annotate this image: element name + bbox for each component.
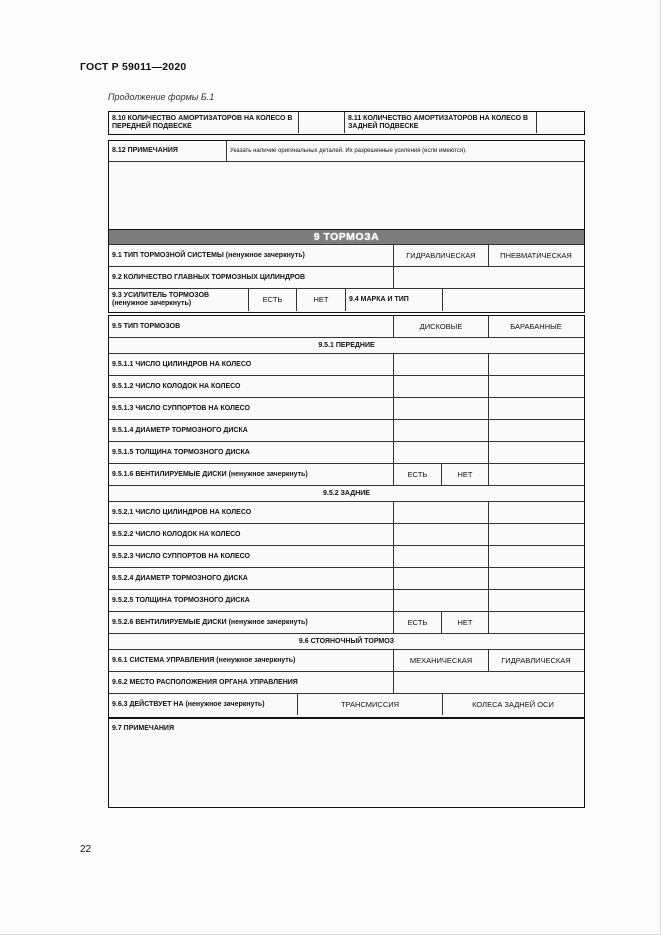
master-cylinders-label: 9.2 КОЛИЧЕСТВО ГЛАВНЫХ ТОРМОЗНЫХ ЦИЛИНДРОВ	[109, 267, 394, 288]
front-shock-absorbers-input[interactable]	[299, 112, 345, 133]
parking-control-label: 9.6.1 СИСТЕМА УПРАВЛЕНИЯ (ненужное зачеркнуть)	[109, 650, 394, 671]
notes-8-12-label: 8.12 ПРИМЕЧАНИЯ	[109, 141, 227, 161]
brake-details-table	[108, 315, 585, 718]
make-and-type-label: 9.4 МАРКА И ТИП	[346, 289, 443, 311]
rear-row-input[interactable]	[489, 590, 583, 611]
rear-row-label: 9.5.2.2 ЧИСЛО КОЛОДОК НА КОЛЕСО	[109, 524, 394, 545]
table-row	[109, 420, 584, 442]
front-row-label: 9.5.1.1 ЧИСЛО ЦИЛИНДРОВ НА КОЛЕСО	[109, 354, 394, 375]
option-hydraulic[interactable]: ГИДРАВЛИЧЕСКАЯ	[394, 245, 489, 266]
brakes-header-table	[108, 229, 585, 313]
master-cylinders-input[interactable]	[394, 267, 583, 288]
front-row-label: 9.5.1.3 ЧИСЛО СУППОРТОВ НА КОЛЕСО	[109, 398, 394, 419]
brake-notes-box[interactable]	[108, 718, 585, 808]
rear-vented-discs-label: 9.5.2.6 ВЕНТИЛИРУЕМЫЕ ДИСКИ (ненужное зачеркнуть)	[109, 612, 394, 633]
front-row-input[interactable]	[489, 420, 583, 441]
table-row	[109, 590, 584, 612]
table-row	[109, 442, 584, 464]
rear-vented-yes[interactable]: ЕСТЬ	[394, 612, 442, 633]
rear-row-input[interactable]	[394, 546, 489, 567]
shock-absorbers-table	[108, 111, 585, 135]
front-row-input[interactable]	[394, 442, 489, 463]
table-row	[109, 376, 584, 398]
notes-8-12-table	[108, 140, 585, 230]
rear-row-input[interactable]	[489, 502, 583, 523]
table-row	[109, 398, 584, 420]
front-row-label: 9.5.1.4 ДИАМЕТР ТОРМОЗНОГО ДИСКА	[109, 420, 394, 441]
front-vented-yes[interactable]: ЕСТЬ	[394, 464, 442, 485]
front-vented-discs-label: 9.5.1.6 ВЕНТИЛИРУЕМЫЕ ДИСКИ (ненужное зачеркнуть)	[109, 464, 394, 485]
option-parking-hydraulic[interactable]: ГИДРАВЛИЧЕСКАЯ	[501, 655, 571, 665]
rear-row-label: 9.5.2.1 ЧИСЛО ЦИЛИНДРОВ НА КОЛЕСО	[109, 502, 394, 523]
rear-row-input[interactable]	[489, 568, 583, 589]
control-location-input[interactable]	[394, 672, 583, 693]
rear-row-input[interactable]	[489, 546, 583, 567]
rear-row-input[interactable]	[394, 502, 489, 523]
brake-system-type-label: 9.1 ТИП ТОРМОЗНОЙ СИСТЕМЫ (ненужное зачеркнуть)	[109, 245, 394, 266]
document-title: ГОСТ Р 59011—2020	[80, 61, 187, 73]
front-row-label: 9.5.1.5 ТОЛЩИНА ТОРМОЗНОГО ДИСКА	[109, 442, 394, 463]
make-and-type-input[interactable]	[443, 289, 583, 311]
option-rear-axle-wheels[interactable]: КОЛЕСА ЗАДНЕЙ ОСИ	[472, 699, 554, 709]
form-continuation-caption: Продолжение формы Б.1	[108, 92, 215, 102]
control-location-label: 9.6.2 МЕСТО РАСПОЛОЖЕНИЯ ОРГАНА УПРАВЛЕНИЯ	[109, 672, 394, 693]
front-vented-no[interactable]: НЕТ	[442, 464, 489, 485]
rear-row-input[interactable]	[394, 568, 489, 589]
table-row	[109, 612, 584, 634]
front-row-input[interactable]	[394, 398, 489, 419]
option-drum[interactable]: БАРАБАННЫЕ	[510, 321, 562, 331]
option-disc[interactable]: ДИСКОВЫЕ	[394, 316, 489, 337]
table-row	[109, 524, 584, 546]
table-row	[109, 546, 584, 568]
page-number: 22	[80, 844, 92, 855]
front-brakes-heading: 9.5.1 ПЕРЕДНИЕ	[109, 338, 584, 354]
rear-row-input[interactable]	[394, 524, 489, 545]
rear-row-label: 9.5.2.5 ТОЛЩИНА ТОРМОЗНОГО ДИСКА	[109, 590, 394, 611]
brake-type-label: 9.5 ТИП ТОРМОЗОВ	[109, 316, 394, 337]
rear-shock-absorbers-input[interactable]	[537, 112, 583, 133]
option-mechanical[interactable]: МЕХАНИЧЕСКАЯ	[394, 650, 489, 671]
front-row-input[interactable]	[394, 376, 489, 397]
option-transmission[interactable]: ТРАНСМИССИЯ	[298, 694, 443, 715]
brakes-section-banner	[109, 230, 584, 245]
rear-shock-absorbers-label: 8.11 КОЛИЧЕСТВО АМОРТИЗАТОРОВ НА КОЛЕСО В ЗАДНЕЙ ПОДВЕСКЕ	[345, 112, 537, 133]
rear-vented-input[interactable]	[489, 612, 583, 633]
front-row-input[interactable]	[489, 442, 583, 463]
acts-on-label: 9.6.3 ДЕЙСТВУЕТ НА (ненужное зачеркнуть)	[109, 694, 298, 715]
table-row	[109, 568, 584, 590]
table-row	[109, 464, 584, 486]
rear-row-input[interactable]	[489, 524, 583, 545]
front-row-input[interactable]	[489, 354, 583, 375]
front-row-input[interactable]	[489, 376, 583, 397]
front-row-label: 9.5.1.2 ЧИСЛО КОЛОДОК НА КОЛЕСО	[109, 376, 394, 397]
notes-8-12-textarea[interactable]	[109, 162, 583, 228]
rear-row-input[interactable]	[394, 590, 489, 611]
option-pneumatic[interactable]: ПНЕВМАТИЧЕСКАЯ	[500, 250, 572, 260]
rear-vented-no[interactable]: НЕТ	[442, 612, 489, 633]
notes-8-12-hint: Указать наличие оригинальных деталей. Их разрешенные усиления (если имеются).	[230, 148, 467, 154]
brake-booster-label: 9.3 УСИЛИТЕЛЬ ТОРМОЗОВ (ненужное зачеркнуть)	[109, 289, 249, 311]
booster-no[interactable]: НЕТ	[297, 289, 346, 311]
rear-row-label: 9.5.2.4 ДИАМЕТР ТОРМОЗНОГО ДИСКА	[109, 568, 394, 589]
rear-row-label: 9.5.2.3 ЧИСЛО СУППОРТОВ НА КОЛЕСО	[109, 546, 394, 567]
front-row-input[interactable]	[394, 420, 489, 441]
rear-brakes-heading: 9.5.2 ЗАДНИЕ	[109, 486, 584, 502]
front-vented-input[interactable]	[489, 464, 583, 485]
front-row-input[interactable]	[489, 398, 583, 419]
brake-notes-label: 9.7 ПРИМЕЧАНИЯ	[112, 725, 174, 732]
brakes-section-title: 9 ТОРМОЗА	[313, 231, 380, 243]
table-row	[109, 354, 584, 376]
front-shock-absorbers-label: 8.10 КОЛИЧЕСТВО АМОРТИЗАТОРОВ НА КОЛЕСО В ПЕРЕДНЕЙ ПОДВЕСКЕ	[109, 112, 299, 133]
front-row-input[interactable]	[394, 354, 489, 375]
booster-yes[interactable]: ЕСТЬ	[249, 289, 297, 311]
parking-brake-heading: 9.6 СТОЯНОЧНЫЙ ТОРМОЗ	[109, 634, 584, 650]
table-row	[109, 502, 584, 524]
